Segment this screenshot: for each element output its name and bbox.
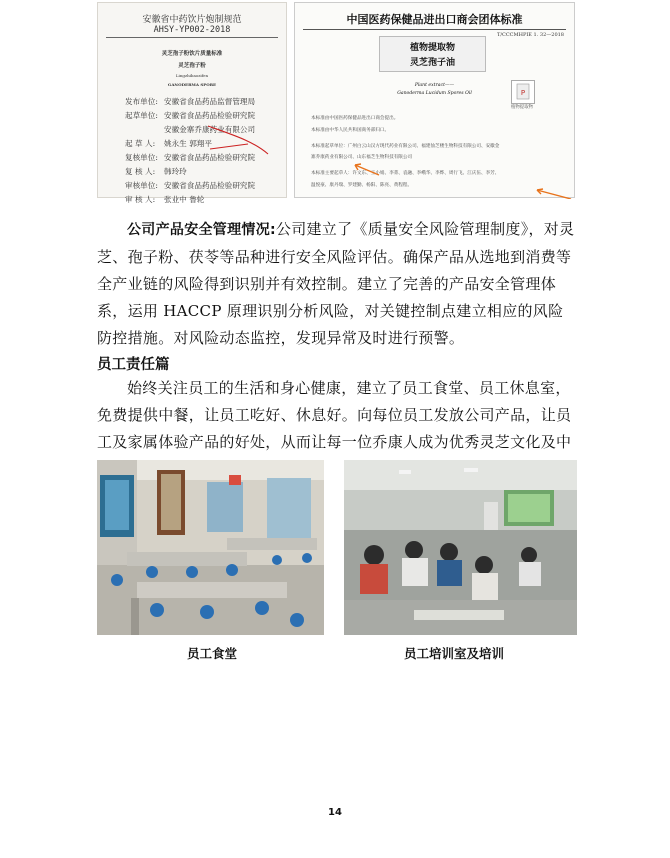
standard-document-right-image	[294, 2, 575, 198]
doc-right-line: 本标准由中华人民共和国商务部归口。	[311, 128, 390, 133]
svg-text:P: P	[520, 89, 526, 97]
arrow-marks	[295, 3, 576, 199]
doc-left-row: 发布单位: 安徽省食品药品监督管理局	[125, 97, 256, 106]
doc-left-row: 安徽金寨乔康药业有限公司	[164, 125, 256, 134]
doc-left-subtitle: 灵芝孢子粉饮片质量标准	[161, 51, 223, 57]
training-caption: 员工培训室及培训	[404, 646, 505, 661]
doc-left-pinyin: Lingzhibaozifen	[175, 73, 209, 78]
doc-right-line: 本标准主要起草人：许文东、王小娟、李菁、袁融、李峨华、李烨、周行飞、江庆伍、李芳、	[311, 171, 500, 176]
page-number: 14	[328, 807, 342, 818]
standard-document-left-image	[97, 2, 287, 204]
doc-right-title: 中国医药保健品进出口商会团体标准	[346, 13, 523, 26]
doc-left-title: 安徽省中药饮片炮制规范	[142, 15, 242, 25]
doc-right-line: 温悦豪、康丹瑞、罗建勤、杨阳、陈亮、黄程程。	[311, 183, 413, 188]
product-safety-text: 公司建立了《质量安全风险管理制度》，对灵芝、孢子粉、茯苓等品种进行安全风险评估。确保产品从选地到消费等全产业链的风险得到识别并有效控制。建立了完善的产品安全管理体系，运用 HACCP 原理识别分析风险，对关键控制点建立相应的风险防控措施。对风险动态监控，发现异常及时进行预警。	[97, 220, 575, 347]
canteen-photo	[97, 460, 324, 635]
doc-left-row: 复核单位: 安徽省食品药品检验研究院	[125, 153, 256, 162]
product-safety-paragraph	[97, 216, 577, 352]
doc-left-row: 起 草 人: 姚永生 郭翔平	[125, 139, 212, 148]
doc-right-english1: Plant extract——	[414, 83, 455, 88]
employee-text: 始终关注员工的生活和身心健康，建立了员工食堂、员工休息室，免费提供中餐，让员工吃好、休息好。向每位员工发放公司产品，让员工及家属体验产品的好处，从而让每一位乔康人成为优秀灵芝文化及中	[97, 379, 572, 451]
annotation-marks	[98, 3, 288, 199]
doc-right-box-line1: 植物提取物	[409, 43, 455, 53]
doc-left-code: AHSY-YP002-2018	[153, 25, 231, 35]
product-safety-lead: 公司产品安全管理情况:	[127, 222, 276, 238]
doc-right-line: 寨乔康药业有限公司、山东福芝生物科技有限公司	[311, 155, 413, 160]
doc-left-row: 复 核 人: 韩玲玲	[125, 167, 187, 176]
section-heading: 员工责任篇	[97, 357, 170, 373]
training-room-photo	[344, 460, 577, 635]
doc-right-code: T/CCCMHPIE 1. 32—2018	[496, 32, 564, 38]
canteen-caption: 员工食堂	[187, 646, 238, 661]
doc-right-english2: Ganoderma Lucidum Spores Oil	[397, 91, 472, 96]
doc-left-row: 审核单位: 安徽省食品药品检验研究院	[125, 181, 256, 190]
doc-right-box-line2: 灵芝孢子油	[409, 58, 455, 68]
doc-right-line: 本标准由中国医药保健品进出口商会提出。	[311, 116, 399, 121]
doc-left-product: 灵芝孢子粉	[178, 63, 206, 69]
doc-right-line: 本标准起草单位：广州白云山汉方现代药业有限公司、福建仙芝楼生物科技有限公司、安徽金	[311, 144, 500, 149]
doc-left-latin: GANODERMA SPORE	[167, 82, 217, 87]
doc-left-row: 起草单位: 安徽省食品药品检验研究院	[125, 111, 256, 120]
doc-left-row: 审 核 人: 张业中 鲁轮	[125, 195, 205, 204]
logo-label: 植物提取物	[511, 105, 533, 110]
